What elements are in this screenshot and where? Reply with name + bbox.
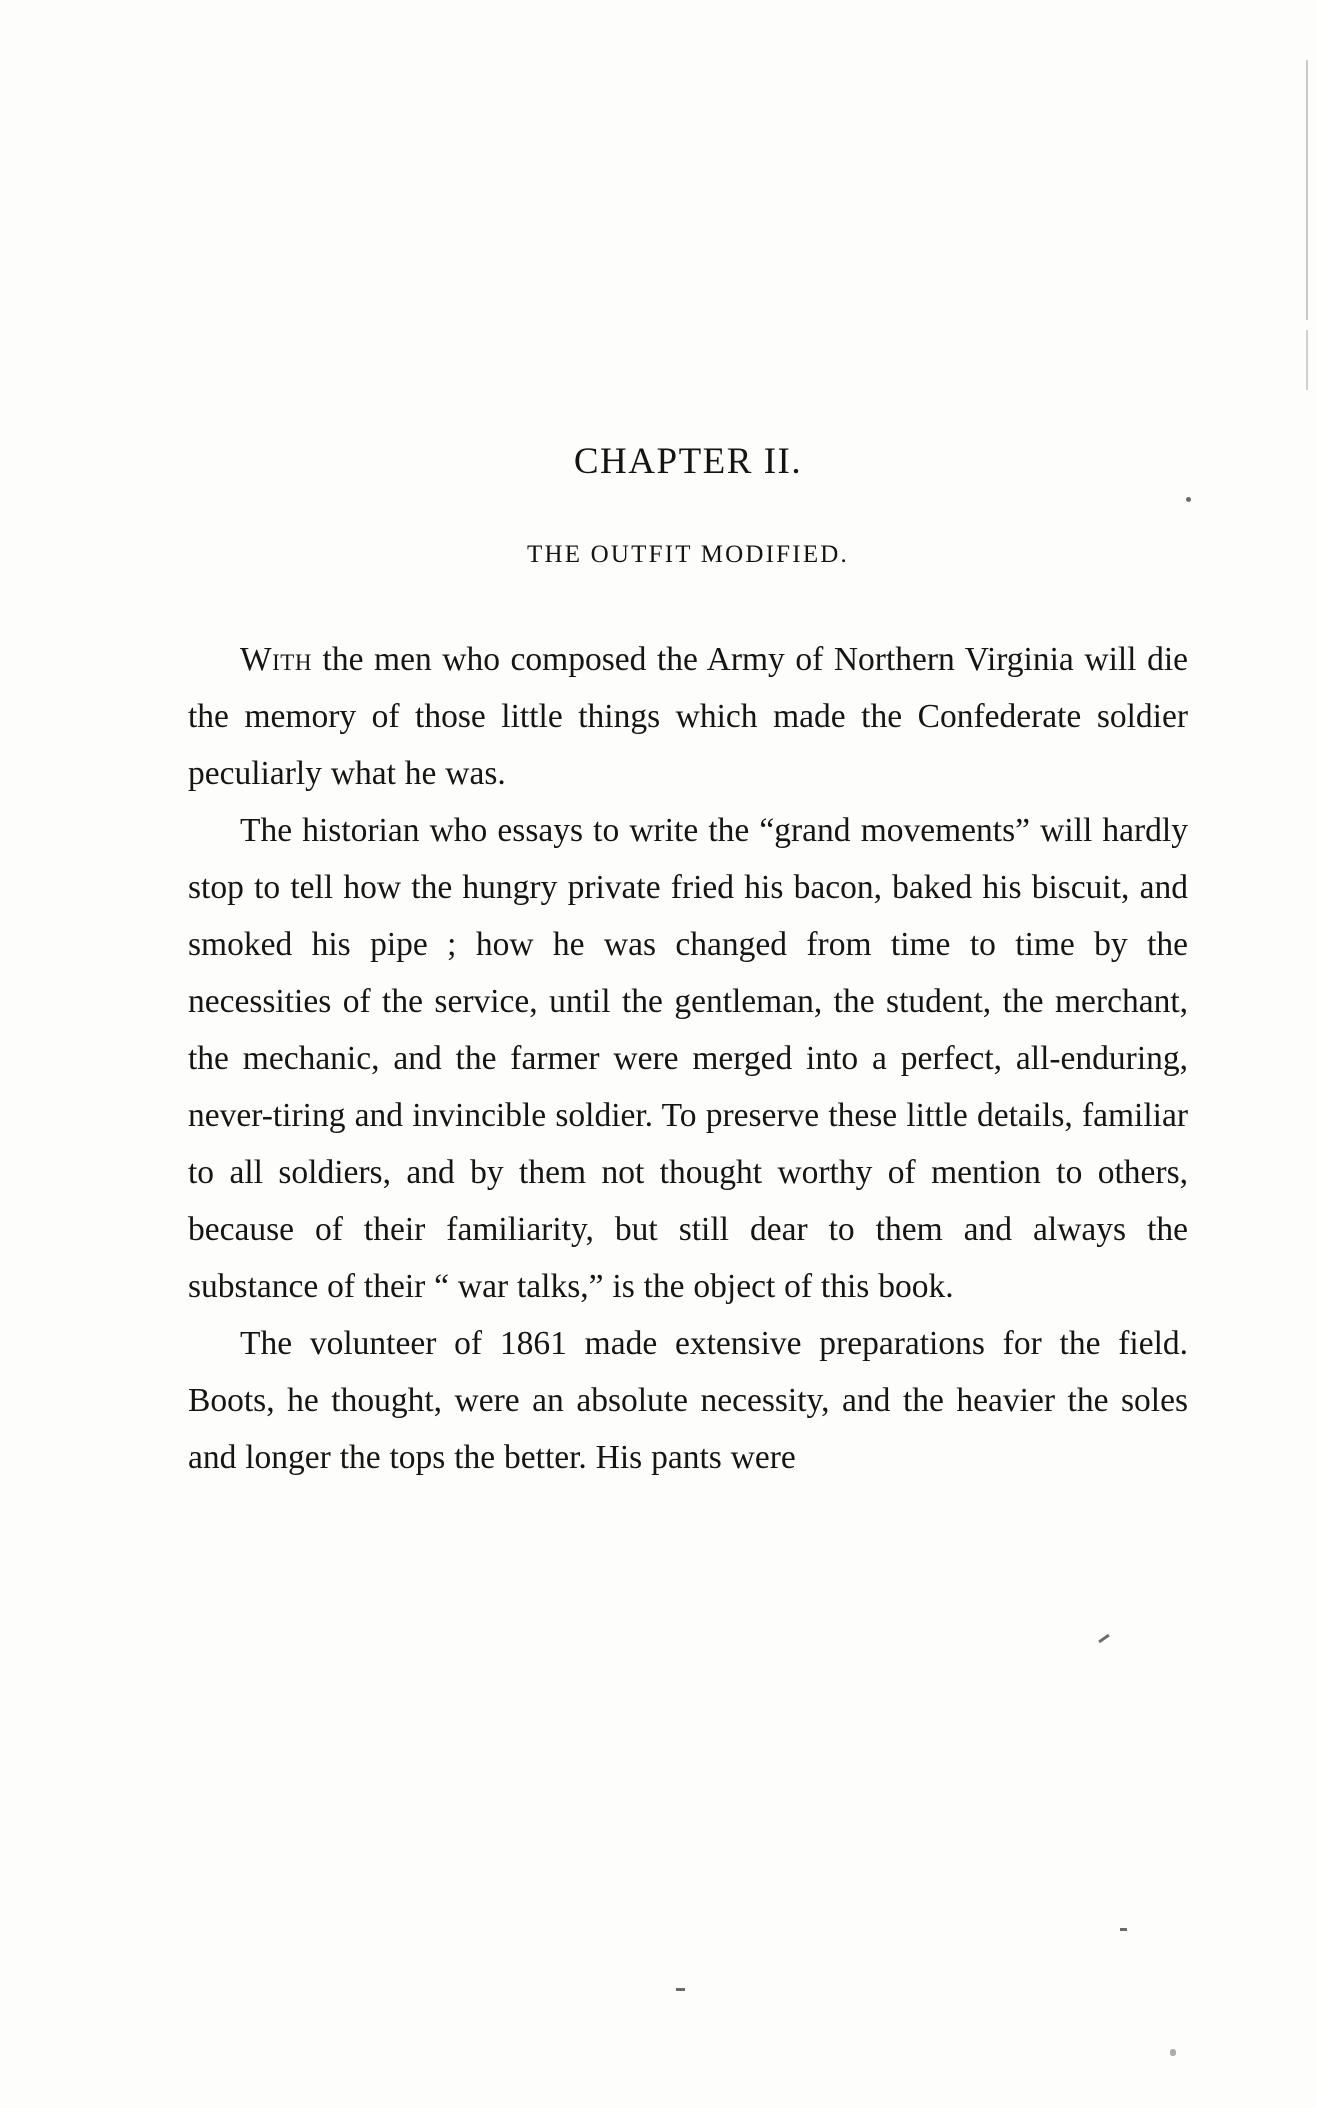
chapter-heading: CHAPTER II. (573, 441, 803, 482)
paragraph-2 (188, 802, 1188, 1315)
scan-speck-5 (1170, 2049, 1176, 2056)
paragraph-1 (188, 631, 1188, 802)
paragraph-1-text: the men who composed the Army of Northern Virginia will die the memory of those little things which made the Confederate soldier peculiarly what he was. (188, 641, 1188, 792)
paragraph-3 (188, 1315, 1188, 1486)
scan-speck-3 (676, 1988, 685, 1991)
paragraph-1-lead-in: With (240, 641, 312, 678)
section-heading: THE OUTFIT MODIFIED. (527, 541, 849, 568)
paragraph-2-text: The historian who essays to write the “grand movements” will hardly stop to tell how the hungry private fried his bacon, baked his biscuit, and smoked his pipe ; how he was changed from time to time by the necessities of the service, until the gentleman, the student, the merchant, the mechanic, and the farmer were merged into a perfect, all-enduring, never-tiring and invincible soldier. To preserve these little details, familiar to all soldiers, and by them not thought worthy of mention to others, because of their familiarity, but still dear to them and always the substance of their “ war talks,” is the object of this book. (188, 812, 1188, 1305)
page-text-block (188, 440, 1188, 1486)
scan-edge-artifact (1306, 60, 1308, 320)
paragraph-3-text: The volunteer of 1861 made extensive preparations for the field. Boots, he thought, were an absolute necessity, and the heavier the soles and longer the tops the better. His pants were (188, 1325, 1188, 1476)
scan-speck-4 (1120, 1928, 1127, 1931)
scan-edge-artifact-lower (1306, 330, 1308, 390)
